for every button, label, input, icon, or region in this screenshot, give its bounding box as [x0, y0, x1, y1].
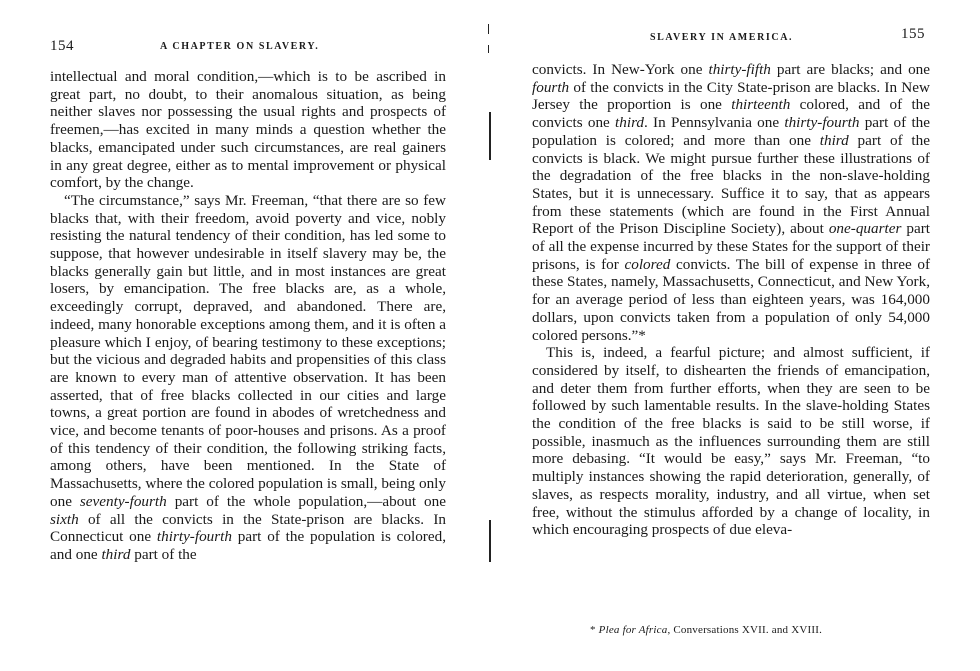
- italic-text: seventy-fourth: [79, 492, 167, 510]
- text-run: , Conversations XVII. and XVIII.: [667, 624, 823, 636]
- left-paragraph-1: [50, 68, 446, 192]
- right-page: [490, 0, 980, 671]
- italic-text: fourth: [532, 78, 570, 96]
- text-run: part of the whole population,—about one: [166, 492, 446, 510]
- gutter-mark: [488, 24, 489, 34]
- gutter-mark: [488, 45, 489, 53]
- footnote: [590, 624, 822, 636]
- text-run: part of the convicts is black. We might pursue further these illustrations of the degradation of the free blacks in the non-slave-holding States, but it is unnecessary. Suffice it to say, that as appears from these statements (which are found in the First Annual Report of the Prison Discipline Society), about: [532, 131, 930, 238]
- text-run: intellectual and moral condition,—which is to be ascribed in great part, no doubt, to their anomalous situation, as being neither slaves nor possessing the usual rights and prospects of freemen,—has excited in many minds a question whether the blacks, emancipated under such circumstances, are real gainers in any great degree, either as to mental improvement or physical comfort, by the change.: [50, 68, 446, 192]
- text-run: colored, and of the convicts one: [532, 96, 930, 132]
- left-page-number: 154: [50, 38, 74, 54]
- left-page-body: [50, 68, 446, 564]
- left-running-head: A CHAPTER ON SLAVERY.: [160, 41, 320, 52]
- text-run: *: [590, 624, 599, 636]
- italic-text: third: [101, 545, 131, 563]
- text-run: of all the convicts in the State-prison are blacks. In Connecticut one: [50, 510, 446, 546]
- italic-text: third: [615, 114, 645, 132]
- left-page-header: [0, 26, 490, 54]
- italic-text: thirty-fourth: [156, 528, 232, 546]
- text-run: part of the population is colored, and one: [50, 528, 446, 563]
- text-run: part of all the expense incurred by these States for the support of their prisons, is for: [532, 220, 930, 273]
- italic-text: thirty-fourth: [784, 114, 860, 132]
- right-page-number: 155: [901, 26, 925, 42]
- text-run: part of the population is colored; and more than one: [532, 114, 930, 149]
- right-page-header: [490, 26, 980, 48]
- right-page-body: [532, 61, 930, 539]
- text-run: convicts. In New-York one: [532, 61, 709, 78]
- text-run: part of the: [130, 545, 197, 563]
- text-run: part are blacks; and one: [770, 61, 930, 78]
- text-run: . In Pennsylvania one: [644, 114, 785, 132]
- left-paragraph-2: [50, 192, 446, 564]
- text-run: “The circumstance,” says Mr. Freeman, “that there are so few blacks that, with their freedom, avoid poverty and vice, nobly resisting the natural tendency of their condition, has led some to suppose, that however undesirable in itself slavery may be, the blacks generally gain but little, and in most instances are great losers, by emancipation. The free blacks are, as a whole, exceedingly corrupt, depraved, and abandoned. There are, indeed, many honorable exceptions among them, and it is often a pleasure which I enjoy, of bearing testimony to these exceptions; but the vicious and degraded habits and propensities of this class are known to every man of attentive observation. It has been asserted, that of free blacks collected in our cities and large towns, a great portion are found in abodes of wretchedness and vice, and become tenants of poor-houses and prisons. As a proof of this tendency of their condition, the following striking facts, among others, have been mentioned. In the State of Massachusetts, where the colored population is small, being only one: [50, 191, 446, 510]
- italic-text: colored: [624, 255, 671, 273]
- right-paragraph-2: [532, 344, 930, 539]
- text-run: of the convicts in the City State-prison are blacks. In New Jersey the proportion is one: [532, 78, 930, 114]
- right-running-head: SLAVERY IN AMERICA.: [650, 32, 794, 43]
- right-paragraph-1: [532, 61, 930, 344]
- italic-text: sixth: [50, 510, 79, 528]
- text-run: convicts. The bill of expense in three of these States, namely, Massachusetts, Connecticut, and New York, for an average period of less than eighteen years, was 164,000 dollars, upon convicts taken from a population of only 54,000 colored persons.”*: [532, 255, 930, 344]
- italic-text: third: [819, 131, 849, 149]
- italic-text: thirteenth: [731, 96, 791, 114]
- italic-text: one-quarter: [828, 220, 902, 238]
- text-run: This is, indeed, a fearful picture; and almost sufficient, if considered by itself, to dishearten the friends of emancipation, and deter them from further efforts, when they are seen to be followed by such lamentable results. In the slave-holding States the condition of the free blacks is said to be still worse, if possible, inasmuch as the influences surrounding them are still more debasing. “It would be easy,” says Mr. Freeman, “to multiply instances showing the rapid deterioration, generally, of slaves, as respects morality, industry, and all virtue, when set free, without the stimulus afforded by a change of locality, in which encouraging prospects of due eleva-: [532, 344, 930, 539]
- italic-text: Plea for Africa: [598, 624, 668, 636]
- italic-text: thirty-fifth: [708, 61, 771, 78]
